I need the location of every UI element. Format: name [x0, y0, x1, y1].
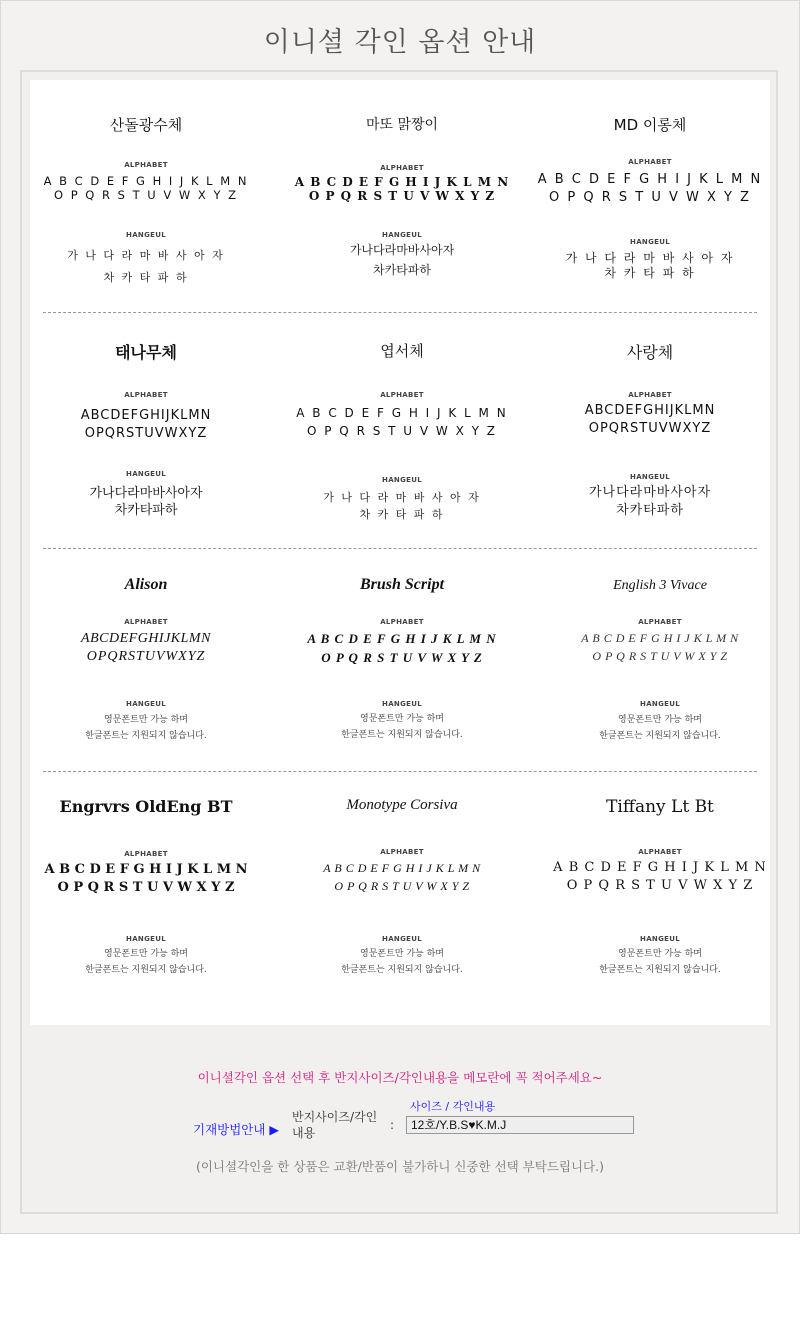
- alphabet-label: ALPHABET: [380, 164, 424, 172]
- hangeul-sample-line1: 가 나 다 라 마 바 사 아 자: [565, 251, 735, 265]
- font-name: 엽서체: [380, 342, 424, 360]
- hangeul-label: HANGEUL: [126, 935, 166, 943]
- alphabet-label: ALPHABET: [638, 848, 682, 856]
- hangeul-sample-line1: 가 나 다 라 마 바 사 아 자: [323, 491, 481, 504]
- font-name: 마또 맑짱이: [365, 117, 439, 133]
- alphabet-sample-line2: O P Q R S T U V W X Y Z: [321, 650, 483, 665]
- hangeul-sample-line2: 차 카 타 파 하: [604, 266, 696, 280]
- font-name: English 3 Vivace: [613, 578, 707, 593]
- font-name: Monotype Corsiva: [346, 797, 458, 813]
- alphabet-sample-line1: ABCDEFGHIJKLMN: [584, 403, 716, 418]
- hangeul-sample-line2: 차 카 타 파 하: [103, 271, 189, 284]
- alphabet-label: ALPHABET: [628, 158, 672, 166]
- hangeul-label: HANGEUL: [126, 470, 166, 478]
- unsupported-note-line1: 영문폰트만 가능 하며: [360, 714, 444, 724]
- alphabet-label: ALPHABET: [380, 618, 424, 626]
- alphabet-sample-line1: ABCDEFGHIJKLMN: [80, 408, 212, 423]
- font-name: Brush Script: [359, 576, 445, 593]
- unsupported-note-line2: 한글폰트는 지원되지 않습니다.: [85, 731, 207, 741]
- alphabet-sample-line1: A B C D E F G H I J K L M N: [307, 631, 497, 646]
- field-colon: :: [390, 1118, 395, 1132]
- hangeul-sample-line2: 차카타파하: [373, 263, 431, 277]
- unsupported-note-line1: 영문폰트만 가능 하며: [618, 949, 702, 959]
- alphabet-sample-line2: O P Q R S T U V W X Y Z: [54, 188, 238, 202]
- alphabet-sample-line1: A B C D E F G H I J K L M N: [43, 174, 249, 188]
- memo-guide-section: [30, 1025, 770, 1205]
- row-divider: [43, 312, 757, 313]
- alphabet-sample-line1: A B C D E F G H I J K L M N: [296, 406, 508, 420]
- hangeul-label: HANGEUL: [630, 473, 670, 481]
- hangeul-sample-line2: 차카타파하: [114, 503, 178, 518]
- hangeul-sample-line2: 차 카 타 파 하: [359, 508, 445, 521]
- alphabet-sample-line1: A B C D E F G H I J K L M N: [44, 862, 248, 877]
- alphabet-label: ALPHABET: [124, 391, 168, 399]
- hangeul-sample-line1: 가나다라마바사아자: [349, 243, 455, 257]
- unsupported-note-line1: 영문폰트만 가능 하며: [360, 949, 444, 959]
- font-name: Alison: [124, 576, 168, 593]
- alphabet-sample-line1: A B C D E F G H I J K L M N: [537, 172, 763, 187]
- hangeul-sample-line1: 가나다라마바사아자: [588, 485, 712, 500]
- hangeul-label: HANGEUL: [630, 238, 670, 246]
- alphabet-sample-line2: OPQRSTUVWXYZ: [588, 421, 712, 436]
- hangeul-label: HANGEUL: [640, 935, 680, 943]
- alphabet-sample-line2: OPQRSTUVWXYZ: [84, 426, 208, 441]
- alphabet-sample-line2: O P Q R S T U V W X Y Z: [308, 189, 496, 203]
- hangeul-label: HANGEUL: [382, 700, 422, 708]
- unsupported-note-line2: 한글폰트는 지원되지 않습니다.: [599, 731, 721, 741]
- alphabet-sample-line1: A B C D E F G H I J K L M N: [581, 631, 739, 645]
- size-hint: 사이즈 / 각인내용: [410, 1100, 496, 1113]
- font-name: 산돌광수체: [109, 116, 183, 134]
- alphabet-label: ALPHABET: [638, 618, 682, 626]
- alphabet-sample-line2: O P Q R S T U V W X Y Z: [566, 878, 754, 893]
- hangeul-sample-line2: 차카타파하: [616, 503, 684, 518]
- alphabet-label: ALPHABET: [380, 848, 424, 856]
- alphabet-label: ALPHABET: [124, 618, 168, 626]
- font-name: MD 이롱체: [613, 116, 687, 134]
- font-name: Engrvrs OldEng BT: [59, 797, 233, 816]
- unsupported-note-line1: 영문폰트만 가능 하며: [104, 715, 188, 725]
- page-title: 이니셜 각인 옵션 안내: [263, 27, 537, 58]
- unsupported-note-line2: 한글폰트는 지원되지 않습니다.: [85, 965, 207, 975]
- hangeul-label: HANGEUL: [382, 935, 422, 943]
- row-divider: [43, 771, 757, 772]
- alphabet-sample-line1: A B C D E F G H I J K L M N: [553, 860, 767, 875]
- alphabet-label: ALPHABET: [124, 850, 168, 858]
- field-label: 반지사이즈/각인내용: [292, 1110, 378, 1140]
- unsupported-note-line2: 한글폰트는 지원되지 않습니다.: [599, 965, 721, 975]
- alphabet-sample-line1: A B C D E F G H I J K L M N: [294, 175, 510, 189]
- font-name: 태나무체: [115, 343, 177, 362]
- unsupported-note-line2: 한글폰트는 지원되지 않습니다.: [341, 730, 463, 740]
- alphabet-sample-line2: O P Q R S T U V W X Y Z: [334, 879, 470, 893]
- hangeul-label: HANGEUL: [382, 476, 422, 484]
- row-divider: [43, 548, 757, 549]
- exchange-caution: (이니셜각인을 한 상품은 교환/반품이 불가하니 신중한 선택 부탁드립니다.): [195, 1159, 604, 1174]
- font-name: 사랑체: [626, 343, 674, 362]
- hangeul-sample-line1: 가 나 다 라 마 바 사 아 자: [67, 249, 225, 262]
- alphabet-sample-line2: OPQRSTUVWXYZ: [86, 649, 206, 664]
- alphabet-label: ALPHABET: [124, 161, 168, 169]
- unsupported-note-line1: 영문폰트만 가능 하며: [104, 949, 188, 959]
- alphabet-sample-line1: ABCDEFGHIJKLMN: [81, 631, 211, 646]
- alphabet-sample-line2: O P Q R S T U V W X Y Z: [307, 424, 497, 438]
- alphabet-sample-line2: O P Q R S T U V W X Y Z: [592, 649, 728, 663]
- hangeul-sample-line1: 가나다라마바사아자: [89, 486, 203, 501]
- alphabet-label: ALPHABET: [380, 391, 424, 399]
- guide-label: 기재방법안내 ▶: [193, 1122, 280, 1137]
- hangeul-label: HANGEUL: [382, 231, 422, 239]
- memo-notice: 이니셜각인 옵션 선택 후 반지사이즈/각인내용을 메모란에 꼭 적어주세요~: [197, 1070, 603, 1085]
- memo-example-input[interactable]: 12호/Y.B.S♥K.M.J: [406, 1116, 634, 1134]
- alphabet-sample-line2: O P Q R S T U V W X Y Z: [57, 880, 235, 895]
- hangeul-label: HANGEUL: [126, 700, 166, 708]
- hangeul-label: HANGEUL: [640, 700, 680, 708]
- unsupported-note-line2: 한글폰트는 지원되지 않습니다.: [341, 965, 463, 975]
- alphabet-sample-line1: A B C D E F G H I J K L M N: [323, 861, 481, 875]
- alphabet-label: ALPHABET: [628, 391, 672, 399]
- unsupported-note-line1: 영문폰트만 가능 하며: [618, 715, 702, 725]
- hangeul-label: HANGEUL: [126, 231, 166, 239]
- alphabet-sample-line2: O P Q R S T U V W X Y Z: [549, 190, 751, 205]
- font-name: Tiffany Lt Bt: [606, 797, 714, 817]
